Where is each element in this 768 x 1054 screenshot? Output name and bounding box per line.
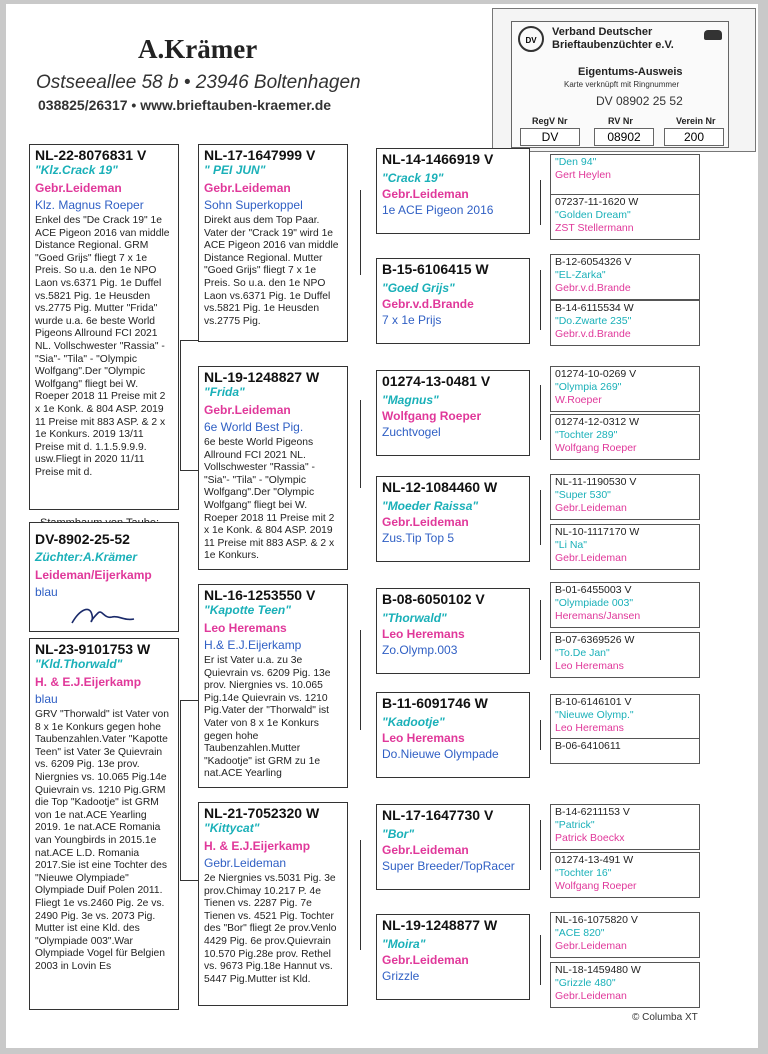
card-col1-label: RegV Nr bbox=[532, 116, 568, 126]
connector-line bbox=[540, 490, 541, 545]
gggp-breeder: Wolfgang Roeper bbox=[555, 880, 637, 892]
ggp-name: "Magnus" bbox=[382, 393, 439, 407]
ggp-breeder: Gebr.Leideman bbox=[382, 953, 469, 967]
connector-line bbox=[540, 935, 541, 985]
gggp-ring: 01274-13-491 W bbox=[555, 854, 634, 866]
ggp-ring: B-08-6050102 V bbox=[382, 591, 485, 607]
grandsire-maternal-box bbox=[198, 584, 348, 788]
gggp-box bbox=[550, 524, 700, 570]
connector-line bbox=[540, 180, 541, 225]
gggp-ring: B-06-6410611 bbox=[555, 740, 621, 752]
gggp-box bbox=[550, 366, 700, 412]
card-org-line2: Brieftaubenzüchter e.V. bbox=[552, 39, 674, 51]
gp-name: " PEI JUN" bbox=[204, 163, 266, 177]
ggp-breeder: Gebr.Leideman bbox=[382, 515, 469, 529]
gggp-ring: NL-18-1459480 W bbox=[555, 964, 641, 976]
gggp-breeder: Gebr.v.d.Brande bbox=[555, 282, 631, 294]
gp-note: 6e World Best Pig. bbox=[204, 420, 304, 434]
ggp-box bbox=[376, 588, 530, 674]
card-col1-value: DV bbox=[520, 128, 580, 146]
gggp-ring: NL-11-1190530 V bbox=[555, 476, 637, 488]
gggp-ring: NL-10-1117170 W bbox=[555, 526, 640, 538]
gggp-breeder: Gebr.Leideman bbox=[555, 502, 627, 514]
gggp-box bbox=[550, 912, 700, 958]
gggp-name: "Tochter 289" bbox=[555, 429, 618, 441]
gggp-name: "ACE 820" bbox=[555, 927, 605, 939]
ggp-note: Zo.Olymp.003 bbox=[382, 643, 458, 657]
gggp-box bbox=[550, 738, 700, 764]
gggp-ring: B-14-6211153 V bbox=[555, 806, 630, 818]
gggp-ring: B-14-6115534 W bbox=[555, 302, 634, 314]
connector-line bbox=[180, 880, 198, 881]
gggp-box bbox=[550, 804, 700, 850]
gggp-ring: B-07-6369526 W bbox=[555, 634, 635, 646]
sire-breeder: Gebr.Leideman bbox=[35, 181, 122, 195]
gggp-breeder: Gebr.Leideman bbox=[555, 940, 627, 952]
gp-name: "Kittycat" bbox=[204, 821, 260, 835]
gp-ring: NL-17-1647999 V bbox=[204, 147, 316, 163]
connector-line bbox=[360, 630, 361, 730]
card-title: Eigentums-Ausweis bbox=[578, 66, 683, 78]
ggp-box bbox=[376, 914, 530, 1000]
gp-ring: NL-21-7052320 W bbox=[204, 805, 320, 821]
ggp-name: "Crack 19" bbox=[382, 171, 444, 185]
ggp-ring: NL-14-1466919 V bbox=[382, 151, 494, 167]
connector-line bbox=[360, 400, 361, 488]
ggp-box bbox=[376, 692, 530, 778]
gp-text: Er ist Vater u.a. zu 3e Quievrain vs. 6209 Pig. 13e prov. Niergnies vs. 10.065 Pig.14e Quievrain vs. 1210 Pig.Vater der "Thorwald" ist Vater von 8 x 1e Konkurs gegen hohe Taubenzahlen.Mutter "Kadootje" ist GRM zu 1e nat.ACE Yearling bbox=[204, 655, 331, 780]
gp-ring: NL-19-1248827 W bbox=[204, 369, 320, 385]
gggp-box bbox=[550, 154, 700, 198]
ggp-box bbox=[376, 148, 530, 234]
gggp-box bbox=[550, 300, 700, 346]
breeder-name: A.Krämer bbox=[138, 34, 258, 64]
ggp-ring: 01274-13-0481 V bbox=[382, 373, 491, 389]
connector-line bbox=[540, 270, 541, 330]
gp-text: 2e Niergnies vs.5031 Pig. 3e prov.Chimay 10.217 P. 4e Tienen vs. 2287 Pig. 7e Tienen vs. 4521 Pig. Tochter des "Bor" fliegt 2e prov.Venlo 4429 Pig. 6e prov.Quievrain 10.570 Pig.28e prov. Rethel vs. 9673 Pig.18e Hannut vs. 5447 Pig.Mutter ist Kld. bbox=[204, 873, 337, 985]
ggp-note: 7 x 1e Prijs bbox=[382, 313, 442, 327]
gggp-box bbox=[550, 474, 700, 520]
ggp-name: "Thorwald" bbox=[382, 611, 447, 625]
gp-name: "Frida" bbox=[204, 385, 245, 399]
dv-logo-icon: DV bbox=[518, 26, 544, 52]
gggp-ring: NL-16-1075820 V bbox=[555, 914, 638, 926]
gggp-ring: 07237-11-1620 W bbox=[555, 196, 639, 208]
gggp-box bbox=[550, 632, 700, 678]
connector-line bbox=[180, 700, 198, 701]
dam-ring: NL-23-9101753 W bbox=[35, 641, 151, 657]
connector-line bbox=[540, 820, 541, 870]
dam-text: GRV "Thorwald" ist Vater von 8 x 1e Konkurs gegen hohe Taubenzahlen.Vater "Kapotte Teen" ist Vater 3e Quievrain vs. 6209 Pig. 13e prov. Niergnies vs. 10.065 Pig.14e Quievrain vs. 1210 Pig.GRM die Top "Kadootje" ist GRM von 1e nat.ACE Yearling 2019. 1e nat.ACE Romania van Youngbirds in 2015.1e nat.ACE L.D. Romania 2017.Sie ist eine Tochter des "Nieuwe Olympiade" Olympiade Duif Polen 2011. Fliegt 1e vs.2460 Pig. 2e vs. 2490 Pig. 3e vs. 2073 Pig. Mutter ist eine Kld. des "Olympiade 003".War Olympiade Vogel für Belgien 2003 in Lovin Es bbox=[35, 709, 169, 972]
gp-breeder: Gebr.Leideman bbox=[204, 181, 291, 195]
connector-line bbox=[540, 720, 541, 750]
ggp-note: Grizzle bbox=[382, 969, 420, 983]
connector-line bbox=[180, 340, 181, 470]
subject-line: Leideman/Eijerkamp bbox=[35, 568, 152, 582]
gggp-name: "Do.Zwarte 235" bbox=[555, 315, 632, 327]
gggp-box bbox=[550, 414, 700, 460]
gp-text: 6e beste World Pigeons Allround FCI 2021 NL. Vollschwester "Rassia" - "Sia"- "Tila" - "Olympic Wolfgang".Der "Olympic Wolfgang" fliegt bei W. Roeper 2018 11 Preise mit 2 x 1e Konk. & 804 ASP. 2019 11 Preise mit 883 ASP. & 2 x 1e Konkurs. bbox=[204, 437, 335, 562]
gggp-breeder: Gert Heylen bbox=[555, 169, 612, 181]
gp-note: Sohn Superkoppel bbox=[204, 198, 303, 212]
gp-note: H.& E.J.Eijerkamp bbox=[204, 638, 302, 652]
ownership-card bbox=[492, 8, 756, 152]
subject-box bbox=[29, 522, 179, 632]
ggp-ring: NL-12-1084460 W bbox=[382, 479, 498, 495]
connector-line bbox=[180, 340, 198, 341]
gggp-box bbox=[550, 254, 700, 300]
gggp-breeder: Gebr.Leideman bbox=[555, 990, 627, 1002]
gggp-box bbox=[550, 852, 700, 898]
gggp-ring: 01274-10-0269 V bbox=[555, 368, 637, 380]
ggp-note: Zuchtvogel bbox=[382, 425, 441, 439]
gggp-box bbox=[550, 694, 700, 740]
gggp-breeder: W.Roeper bbox=[555, 394, 602, 406]
connector-line bbox=[180, 470, 198, 471]
connector-line bbox=[540, 600, 541, 660]
gggp-name: "Li Na" bbox=[555, 539, 587, 551]
ggp-breeder: Wolfgang Roeper bbox=[382, 409, 482, 423]
ggp-box bbox=[376, 258, 530, 344]
sire-note: Klz. Magnus Roeper bbox=[35, 198, 144, 212]
subject-breeder: Züchter:A.Krämer bbox=[35, 550, 138, 564]
copyright: © Columba XT bbox=[632, 1012, 698, 1023]
subject-ring: DV-8902-25-52 bbox=[35, 531, 130, 547]
ggp-note: Super Breeder/TopRacer bbox=[382, 859, 515, 873]
dam-breeder: H. & E.J.Eijerkamp bbox=[35, 675, 142, 689]
gggp-name: "Olympiade 003" bbox=[555, 597, 634, 609]
gggp-name: "Grizzle 480" bbox=[555, 977, 616, 989]
ggp-breeder: Gebr.Leideman bbox=[382, 843, 469, 857]
ggp-ring: B-15-6106415 W bbox=[382, 261, 489, 277]
gggp-name: "Patrick" bbox=[555, 819, 595, 831]
ggp-breeder: Leo Heremans bbox=[382, 627, 465, 641]
gggp-ring: B-12-6054326 V bbox=[555, 256, 632, 268]
ggp-box bbox=[376, 370, 530, 456]
connector-line bbox=[180, 700, 181, 880]
gggp-breeder: Wolfgang Roeper bbox=[555, 442, 637, 454]
gp-text: Direkt aus dem Top Paar. Vater der "Crack 19" wird 1e ACE Pigeon 2016 van middle Distance Regional. Mutter "Goed Grijs" fliegt 7 x 1e Preis. So u.a. den 1e NPO Laon vs.6371 Pig. 1e Duffel vs.5821 Pig. 1e Heusden vs.2775 Pig. bbox=[204, 215, 339, 327]
card-col2-label: RV Nr bbox=[608, 116, 633, 126]
dam-box bbox=[29, 638, 179, 1010]
gggp-box bbox=[550, 194, 700, 240]
sire-ring: NL-22-8076831 V bbox=[35, 147, 147, 163]
gggp-breeder: Gebr.v.d.Brande bbox=[555, 328, 631, 340]
sire-name: "Klz.Crack 19" bbox=[35, 163, 118, 177]
gggp-breeder: Patrick Boeckx bbox=[555, 832, 625, 844]
ggp-note: Zus.Tip Top 5 bbox=[382, 531, 455, 545]
granddam-paternal-box bbox=[198, 366, 348, 570]
gggp-ring: B-01-6455003 V bbox=[555, 584, 632, 596]
ggp-ring: B-11-6091746 W bbox=[382, 695, 488, 711]
sire-text: Enkel des "De Crack 19" 1e ACE Pigeon 2016 van middle Distance Regional. GRM "Goed Grijs" fliegt 7 x 1e Preis. So u.a. den 1e NPO Laon vs.6371 Pig. 1e Duffel vs.5821 Pig. 1e Heusden vs.2775 Pig. Mutter "Frida" wurde u.a. 6e beste World Pigeons Allround FCI 2021 NL. Vollschwester "Rassia" - "Sia"- "Tila" - "Olympic Wolfgang".Der "Olympic Wolfgang" fliegt bei W. Roeper 2018 11 Preise mit 2 x 1e Konk. & 804 ASP. 2019 11 Preise mit 883 ASP. & 2 x 1e Konkurs. 2019 13/11 Preise mit d. 1.1.5.9.9.9. usw.Fliegt in 2020 11/11 Preise mit d. bbox=[35, 215, 170, 478]
card-org-line1: Verband Deutscher bbox=[552, 26, 653, 38]
gggp-name: "Nieuwe Olymp." bbox=[555, 709, 634, 721]
ggp-name: "Goed Grijs" bbox=[382, 281, 455, 295]
gggp-name: "To.De Jan" bbox=[555, 647, 610, 659]
ggp-note: 1e ACE Pigeon 2016 bbox=[382, 203, 494, 217]
gp-note: Gebr.Leideman bbox=[204, 856, 287, 870]
ggp-breeder: Gebr.v.d.Brande bbox=[382, 297, 474, 311]
connector-line bbox=[360, 190, 361, 275]
gggp-name: "Golden Dream" bbox=[555, 209, 631, 221]
pigeon-logo-icon bbox=[704, 30, 722, 40]
gp-name: "Kapotte Teen" bbox=[204, 603, 291, 617]
ggp-breeder: Gebr.Leideman bbox=[382, 187, 469, 201]
ggp-name: "Moeder Raissa" bbox=[382, 499, 479, 513]
gggp-name: "Den 94" bbox=[555, 156, 597, 168]
sire-box bbox=[29, 144, 179, 510]
ggp-box bbox=[376, 804, 530, 890]
gggp-name: "Olympia 269" bbox=[555, 381, 622, 393]
gggp-breeder: Gebr.Leideman bbox=[555, 552, 627, 564]
granddam-maternal-box bbox=[198, 802, 348, 1006]
ggp-name: "Bor" bbox=[382, 827, 415, 841]
dam-color: blau bbox=[35, 692, 58, 706]
gggp-name: "Tochter 16" bbox=[555, 867, 612, 879]
subject-color: blau bbox=[35, 585, 58, 599]
gp-breeder: Leo Heremans bbox=[204, 621, 287, 635]
gggp-breeder: Heremans/Jansen bbox=[555, 610, 641, 622]
gggp-box bbox=[550, 962, 700, 1008]
gggp-ring: 01274-12-0312 W bbox=[555, 416, 640, 428]
gggp-name: "EL-Zarka" bbox=[555, 269, 606, 281]
card-col3-label: Verein Nr bbox=[676, 116, 716, 126]
gp-breeder: Gebr.Leideman bbox=[204, 403, 291, 417]
gggp-breeder: Leo Heremans bbox=[555, 660, 624, 672]
gggp-box bbox=[550, 582, 700, 628]
card-col3-value: 200 bbox=[664, 128, 724, 146]
ownership-card-inner bbox=[511, 21, 729, 148]
ggp-name: "Moira" bbox=[382, 937, 426, 951]
ggp-ring: NL-17-1647730 V bbox=[382, 807, 494, 823]
breeder-contact: 038825/26317 • www.brieftauben-kraemer.de bbox=[38, 97, 332, 113]
gggp-breeder: Leo Heremans bbox=[555, 722, 624, 734]
card-subtitle: Karte verknüpft mit Ringnummer bbox=[564, 80, 680, 89]
connector-line bbox=[540, 385, 541, 440]
gp-breeder: H. & E.J.Eijerkamp bbox=[204, 839, 311, 853]
gggp-ring: B-10-6146101 V bbox=[555, 696, 632, 708]
ggp-name: "Kadootje" bbox=[382, 715, 445, 729]
gp-ring: NL-16-1253550 V bbox=[204, 587, 316, 603]
gggp-breeder: ZST Stellermann bbox=[555, 222, 634, 234]
connector-line bbox=[360, 840, 361, 950]
card-ring: DV 08902 25 52 bbox=[596, 94, 683, 108]
ggp-note: Do.Nieuwe Olympade bbox=[382, 747, 499, 761]
dam-name: "Kld.Thorwald" bbox=[35, 657, 123, 671]
ggp-box bbox=[376, 476, 530, 562]
grandsire-paternal-box bbox=[198, 144, 348, 342]
ggp-ring: NL-19-1248877 W bbox=[382, 917, 498, 933]
ggp-breeder: Leo Heremans bbox=[382, 731, 465, 745]
card-col2-value: 08902 bbox=[594, 128, 654, 146]
signature-image bbox=[68, 601, 138, 629]
gggp-name: "Super 530" bbox=[555, 489, 611, 501]
breeder-address: Ostseeallee 58 b • 23946 Boltenhagen bbox=[36, 72, 361, 93]
